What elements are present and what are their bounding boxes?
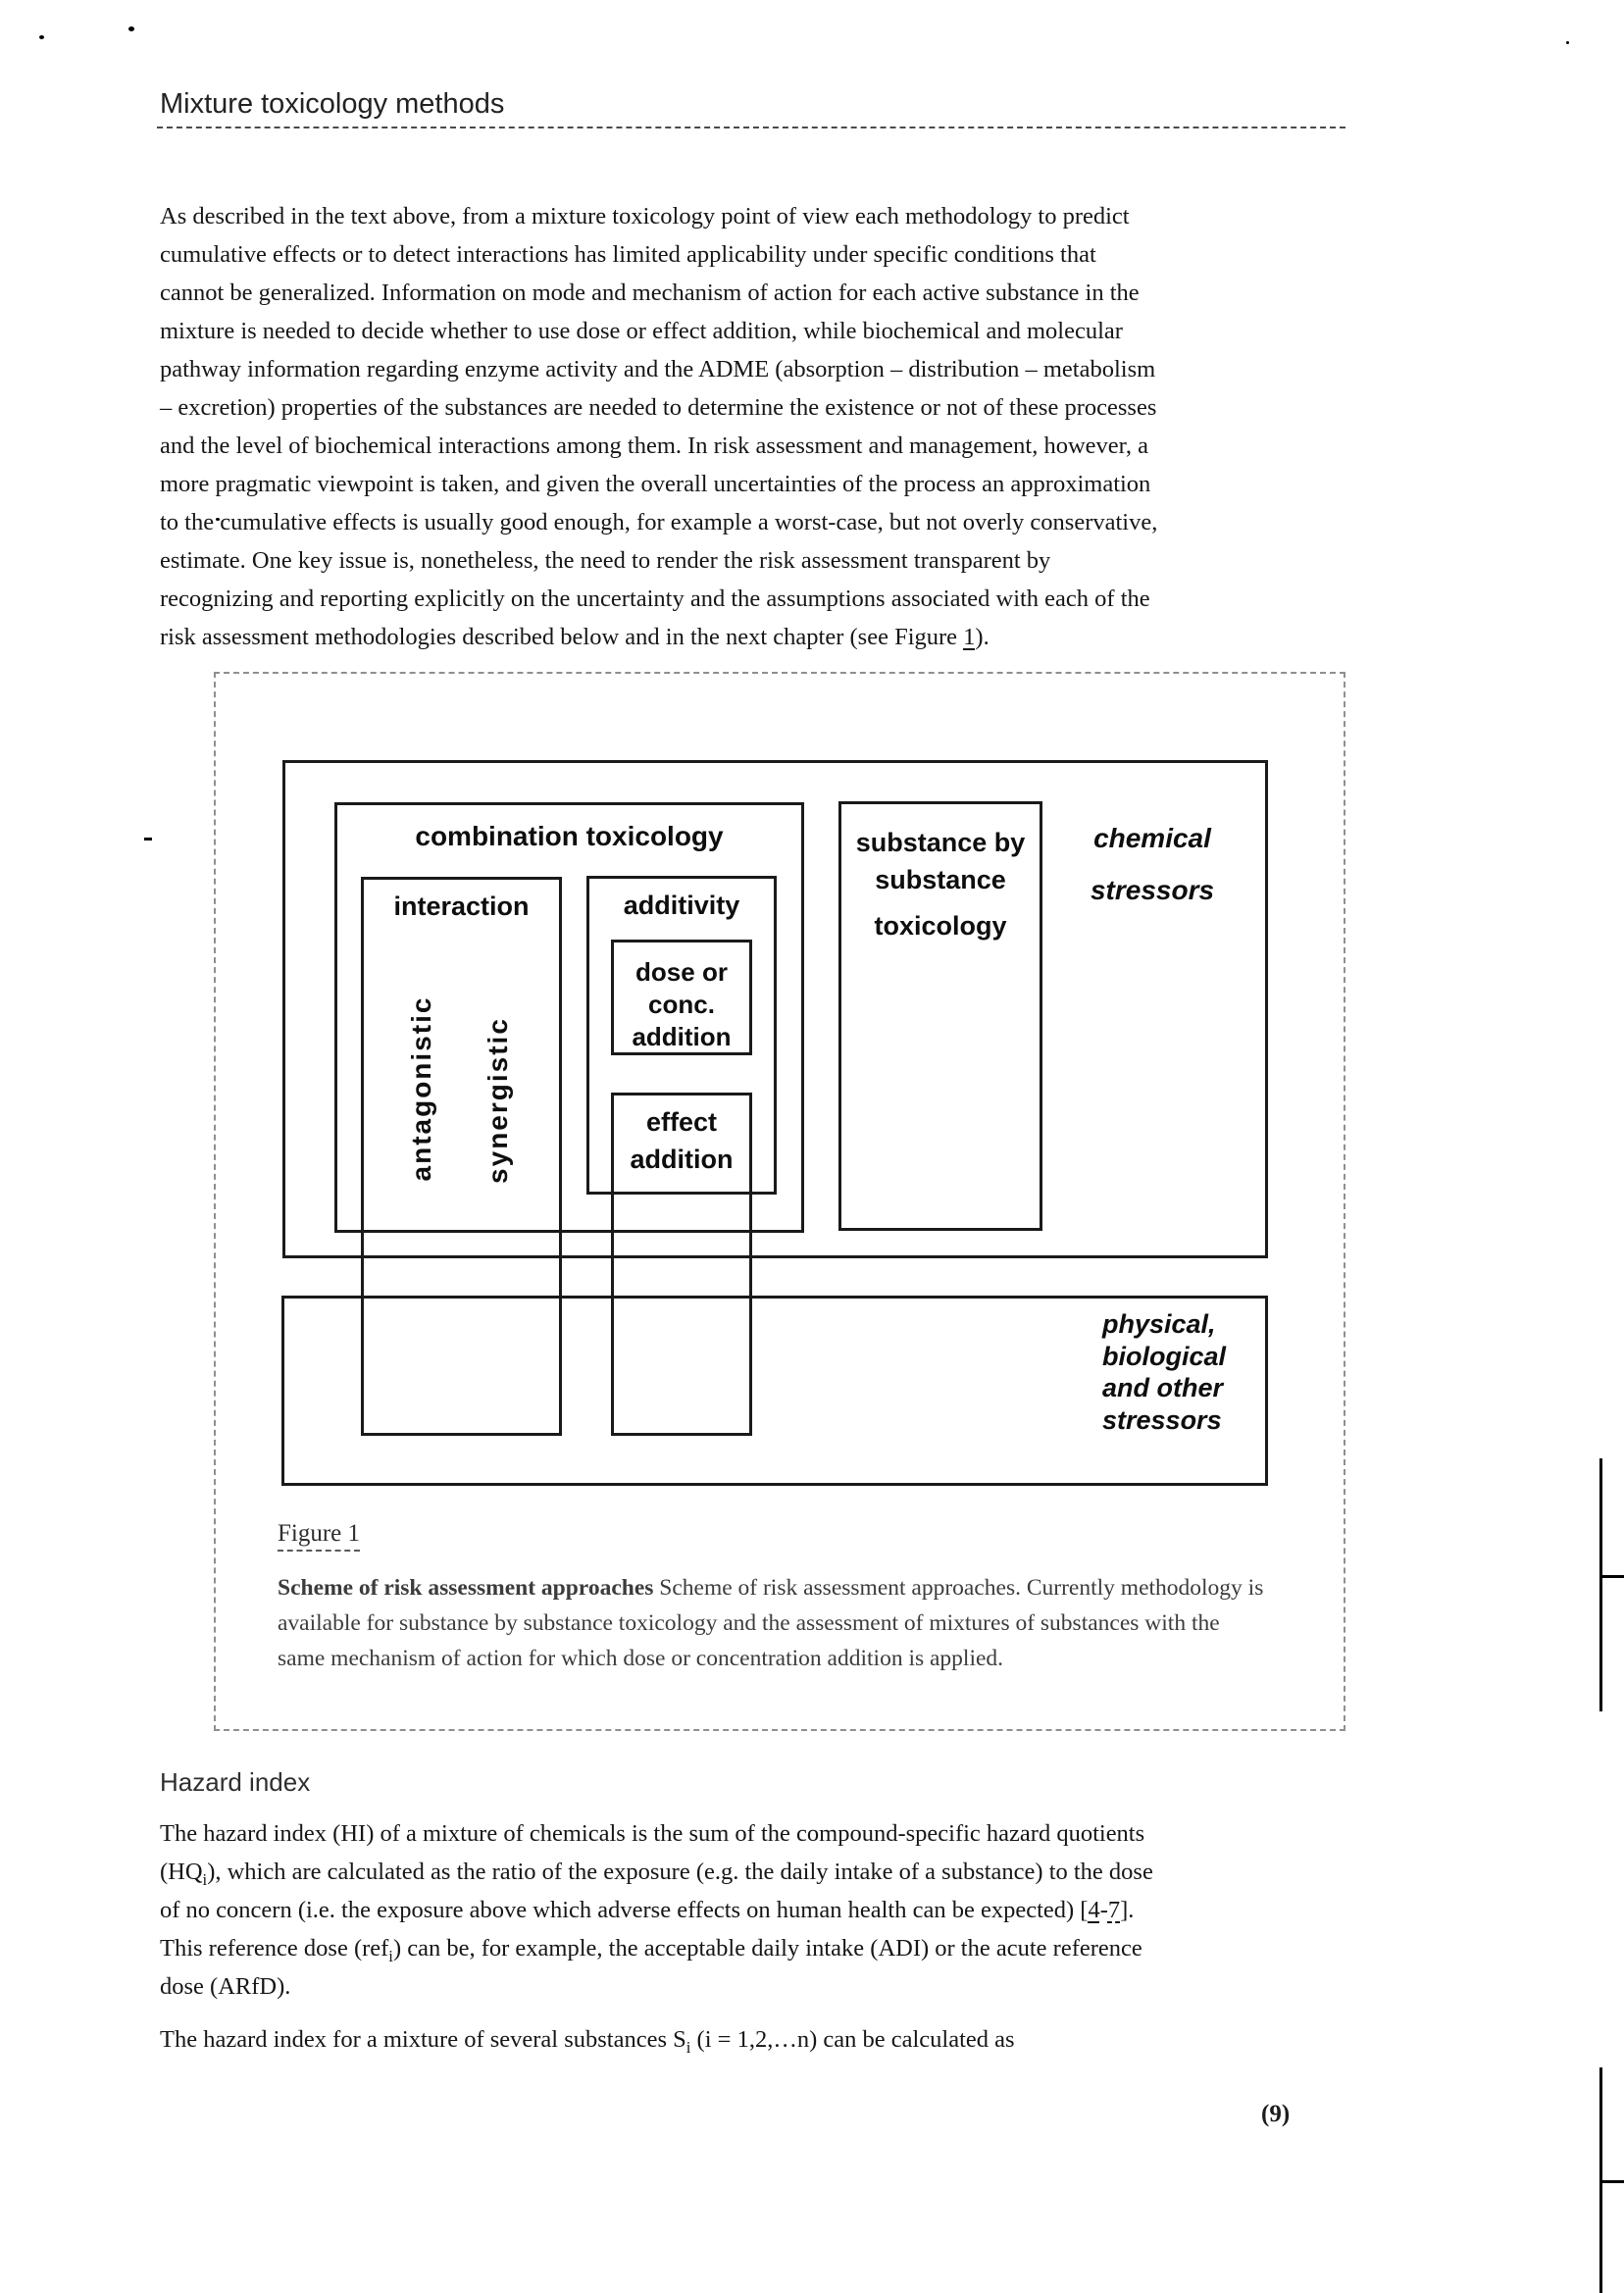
diagram-label-line: chemical <box>1093 823 1211 853</box>
reference-link[interactable]: i <box>685 2037 691 2057</box>
diagram-label-line: substance <box>875 865 1006 894</box>
chemical-stressors-label <box>1059 812 1245 916</box>
antagonistic-label: antagonistic <box>406 995 436 1182</box>
text-segment: - <box>1099 1897 1108 1923</box>
reference-link[interactable]: 4 <box>1088 1897 1100 1923</box>
figure-label: Figure 1 <box>278 1520 360 1552</box>
text-segment: of no concern (i.e. the exposure above which adverse effects on human health can be expected) [ <box>160 1897 1089 1923</box>
diagram-label-line: stressors <box>1102 1404 1222 1435</box>
paragraph-line <box>160 1853 1382 1891</box>
paragraph-line: cannot be generalized. Information on mode and mechanism of action for each active substance in the <box>160 280 1140 306</box>
hazard-index-heading: Hazard index <box>160 1767 311 1797</box>
paragraph-line: mixture is needed to decide whether to use dose or effect addition, while biochemical and molecular <box>160 318 1123 344</box>
paragraph-line: cumulative effects or to detect interactions has limited applicability under specific conditions that <box>160 241 1096 268</box>
scan-artifact <box>1602 2180 1624 2183</box>
paragraph-line: pathway information regarding enzyme activity and the ADME (absorption – distribution – metabolism <box>160 356 1156 382</box>
paragraph-line <box>160 1891 1382 1929</box>
reference-link[interactable]: i <box>388 1946 393 1965</box>
title-underline <box>157 127 1345 128</box>
scan-artifact <box>144 838 152 841</box>
paragraph-line: The hazard index (HI) of a mixture of chemicals is the sum of the compound-specific hazard quotients <box>160 1820 1145 1847</box>
paragraph-line: estimate. One key issue is, nonetheless, the need to render the risk assessment transparent by <box>160 547 1051 574</box>
text-segment: (HQ <box>160 1859 203 1885</box>
paragraph-line: more pragmatic viewpoint is taken, and given the overall uncertainties of the process an approximation <box>160 471 1151 497</box>
combination-toxicology-label: combination toxicology <box>415 821 724 851</box>
diagram-label-line: toxicology <box>874 911 1007 941</box>
physical-biological-stressors-label <box>1102 1308 1226 1436</box>
scan-artifact <box>39 35 44 39</box>
hazard-paragraph <box>160 1814 1382 2006</box>
paragraph-line: – excretion) properties of the substances are needed to determine the existence or not of these processes <box>160 394 1157 421</box>
paragraph-line: dose (ARfD). <box>160 1973 291 2000</box>
text-segment: risk assessment methodologies described below and in the next chapter (see Figure <box>160 624 964 650</box>
hazard-closing-line <box>160 2020 1382 2059</box>
paragraph-line: As described in the text above, from a mixture toxicology point of view each methodology to predict <box>160 203 1130 229</box>
text-segment: ]. <box>1120 1897 1135 1923</box>
scan-artifact <box>1599 1458 1602 1711</box>
paragraph-line: to the cumulative effects is usually good enough, for example a worst-case, but not overly conservative, <box>160 509 1158 535</box>
figure-label-row <box>278 1520 360 1548</box>
page-title: Mixture toxicology methods <box>160 88 505 120</box>
diagram-label-line: dose or <box>635 957 728 987</box>
substance-by-substance-label <box>841 804 1040 944</box>
paragraph-line <box>160 618 1382 656</box>
dose-conc-addition-label <box>614 943 749 1053</box>
reference-link[interactable]: i <box>202 1869 208 1889</box>
caption-line: available for substance by substance toxicology and the assessment of mixtures of substances with the <box>278 1610 1220 1636</box>
scan-artifact <box>1566 41 1569 44</box>
diagram-label-line: addition <box>632 1022 732 1051</box>
intro-paragraph <box>160 197 1382 656</box>
reference-link[interactable]: 7 <box>1107 1897 1121 1923</box>
dose-conc-addition-box <box>611 940 752 1055</box>
scan-artifact <box>128 26 134 31</box>
scan-artifact <box>1602 1575 1624 1578</box>
diagram-label-line: conc. <box>648 990 715 1019</box>
text-segment: ) can be, for example, the acceptable daily intake (ADI) or the acute reference <box>392 1935 1142 1962</box>
text-segment: (i = 1,2,…n) can be calculated as <box>690 2026 1015 2053</box>
substance-by-substance-box <box>838 801 1042 1231</box>
page-number: (9) <box>1261 2101 1291 2127</box>
text-segment: ), which are calculated as the ratio of the exposure (e.g. the daily intake of a substance) to the dose <box>207 1859 1153 1885</box>
diagram-label-line: and other <box>1102 1373 1224 1402</box>
effect-addition-label <box>614 1096 749 1178</box>
text-segment: Scheme of risk assessment approaches. Currently methodology is <box>653 1575 1264 1601</box>
figure-caption <box>278 1570 1342 1676</box>
additivity-label: additivity <box>623 891 740 920</box>
caption-line <box>278 1570 1342 1605</box>
text-segment: ). <box>975 624 990 650</box>
caption-line: same mechanism of action for which dose or concentration addition is applied. <box>278 1646 1004 1671</box>
paragraph-line: and the level of biochemical interactions among them. In risk assessment and management, however, a <box>160 433 1148 459</box>
synergistic-label: synergistic <box>482 1017 513 1184</box>
diagram-label-line: physical, <box>1102 1309 1216 1339</box>
interaction-label: interaction <box>393 892 530 921</box>
paragraph-line <box>160 1929 1382 1967</box>
text-segment: This reference dose (ref <box>160 1935 389 1962</box>
reference-link[interactable]: 1 <box>963 624 976 650</box>
text-segment: Scheme of risk assessment approaches <box>278 1575 654 1601</box>
text-segment: The hazard index for a mixture of several substances S <box>160 2026 686 2053</box>
diagram-label-line: stressors <box>1090 875 1215 905</box>
diagram-label-line: effect <box>645 1107 718 1137</box>
paragraph-line: recognizing and reporting explicitly on the uncertainty and the assumptions associated with each of the <box>160 586 1150 612</box>
diagram-label-line: biological <box>1102 1341 1227 1371</box>
diagram-label-line: addition <box>630 1145 734 1174</box>
diagram-label-line: substance by <box>855 828 1026 857</box>
paragraph-line <box>160 2020 1382 2059</box>
